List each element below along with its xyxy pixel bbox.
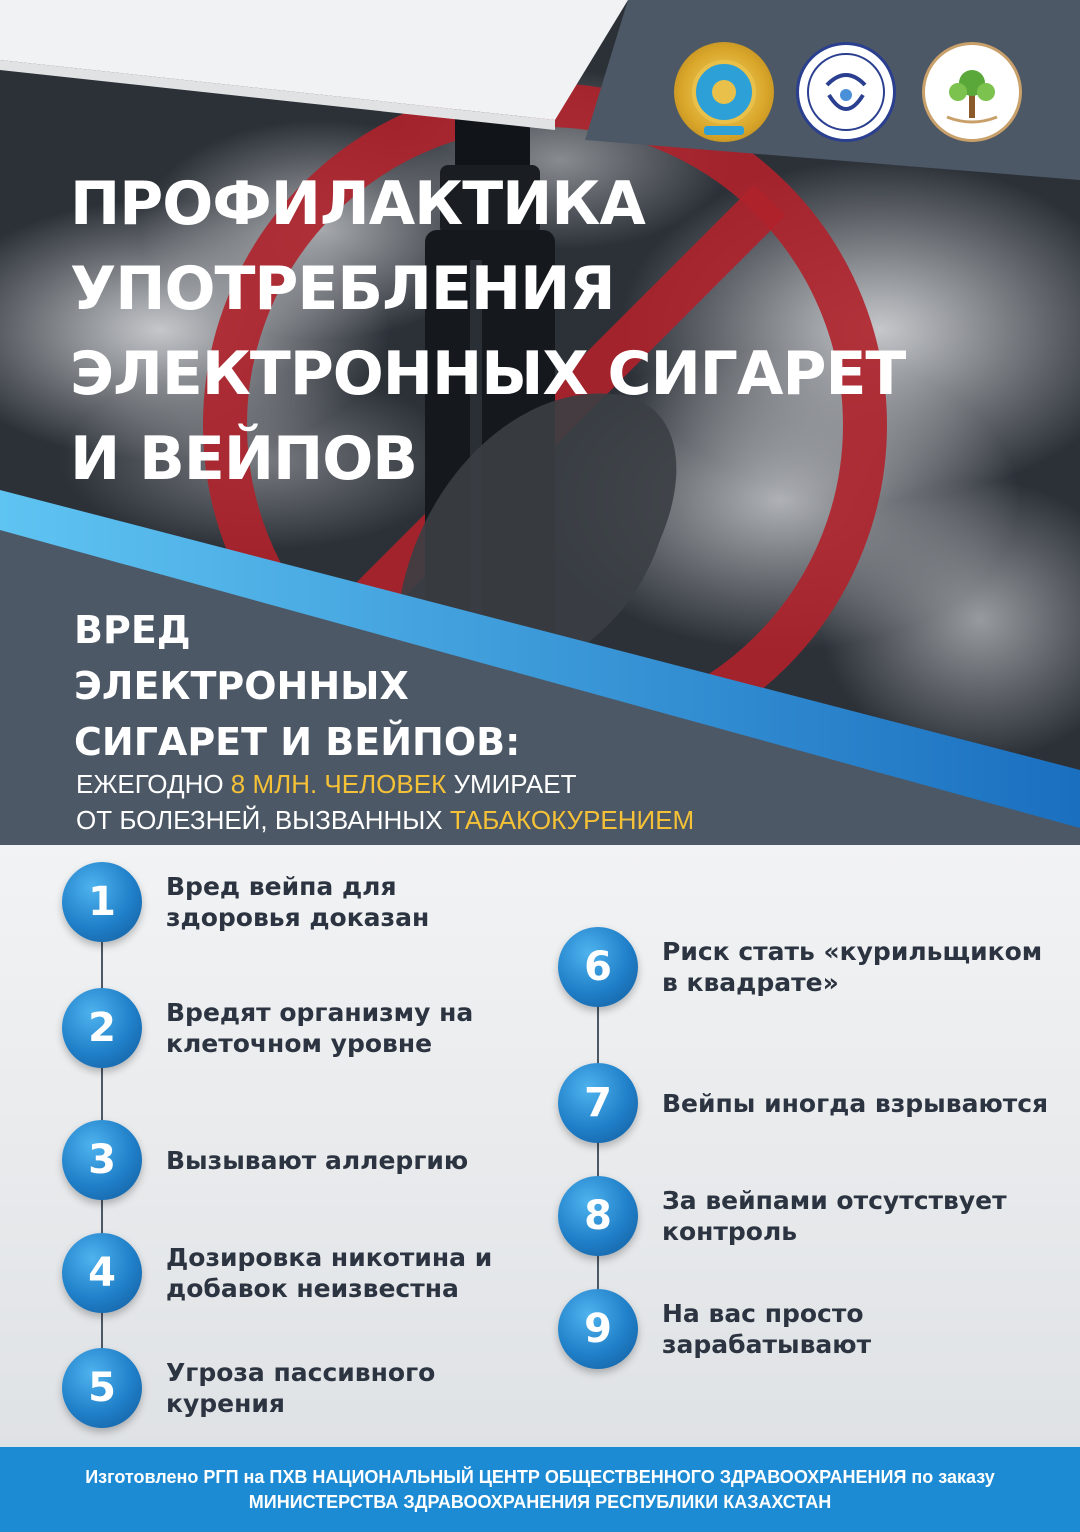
harms-list-section bbox=[0, 845, 1080, 1447]
number-badge: 5 bbox=[62, 1348, 142, 1428]
footer-line: Изготовлено РГП на ПХВ НАЦИОНАЛЬНЫЙ ЦЕНТР ОБЩЕСТВЕННОГО ЗДРАВООХРАНЕНИЯ по заказу bbox=[85, 1466, 995, 1487]
number-badge: 9 bbox=[558, 1289, 638, 1369]
number-badge: 2 bbox=[62, 988, 142, 1068]
harm-item-text: Вейпы иногда взрываются bbox=[662, 1088, 1049, 1118]
title-line: ЭЛЕКТРОННЫХ СИГАРЕТ bbox=[70, 339, 906, 409]
harm-item bbox=[558, 1176, 1062, 1256]
title-line: И ВЕЙПОВ bbox=[70, 424, 417, 494]
number-badge: 6 bbox=[558, 927, 638, 1007]
harm-item bbox=[62, 1233, 526, 1313]
harm-item-text: Вызывают аллергию bbox=[166, 1145, 469, 1175]
number-badge: 8 bbox=[558, 1176, 638, 1256]
subtitle-line: СИГАРЕТ И ВЕЙПОВ: bbox=[74, 720, 521, 764]
harm-item-text: Угроза пассивного курения bbox=[166, 1358, 436, 1418]
stat-text: УМИРАЕТ bbox=[446, 769, 577, 799]
stat-text: ОТ БОЛЕЗНЕЙ, ВЫЗВАННЫХ bbox=[76, 805, 450, 835]
harm-item bbox=[62, 988, 526, 1068]
harm-item-text: На вас просто зарабатывают bbox=[662, 1299, 872, 1359]
harm-item-text: Вред вейпа для здоровья доказан bbox=[166, 872, 430, 932]
subtitle-line: ВРЕД bbox=[74, 608, 191, 652]
number-badge: 7 bbox=[558, 1063, 638, 1143]
stat-text: ЕЖЕГОДНО bbox=[76, 769, 231, 799]
kazakhstan-emblem-icon bbox=[674, 42, 774, 142]
harm-item bbox=[558, 927, 1062, 1007]
harm-item-text: Вредят организму на клеточном уровне bbox=[166, 998, 474, 1058]
harm-item bbox=[62, 1348, 526, 1428]
mortality-statistic bbox=[76, 766, 694, 838]
number-badge: 1 bbox=[62, 862, 142, 942]
number-badge: 4 bbox=[62, 1233, 142, 1313]
stat-highlight: 8 МЛН. ЧЕЛОВЕК bbox=[230, 769, 447, 799]
number-badge: 3 bbox=[62, 1120, 142, 1200]
harm-subtitle bbox=[74, 602, 520, 770]
harm-item-text: За вейпами отсутствует контроль bbox=[662, 1186, 1007, 1246]
deni-sau-ult-logo-icon bbox=[796, 42, 896, 142]
harm-item bbox=[62, 862, 526, 942]
footer-credits bbox=[0, 1447, 1080, 1532]
harm-item-text: Риск стать «курильщиком в квадрате» bbox=[662, 937, 1043, 997]
subtitle-line: ЭЛЕКТРОННЫХ bbox=[74, 664, 409, 708]
harm-item bbox=[62, 1120, 526, 1200]
public-health-tree-logo-icon bbox=[922, 42, 1022, 142]
title-line: ПРОФИЛАКТИКА bbox=[70, 169, 645, 239]
main-title bbox=[70, 162, 905, 502]
footer-line: МИНИСТЕРСТВА ЗДРАВООХРАНЕНИЯ РЕСПУБЛИКИ КАЗАХСТАН bbox=[248, 1491, 832, 1512]
harm-item bbox=[558, 1063, 1062, 1143]
timeline-connector-right bbox=[597, 967, 599, 1327]
stat-highlight: ТАБАКОКУРЕНИЕМ bbox=[449, 805, 695, 835]
harm-item-text: Дозировка никотина и добавок неизвестна bbox=[166, 1243, 493, 1303]
harm-item bbox=[558, 1289, 1062, 1369]
title-line: УПОТРЕБЛЕНИЯ bbox=[70, 254, 615, 324]
